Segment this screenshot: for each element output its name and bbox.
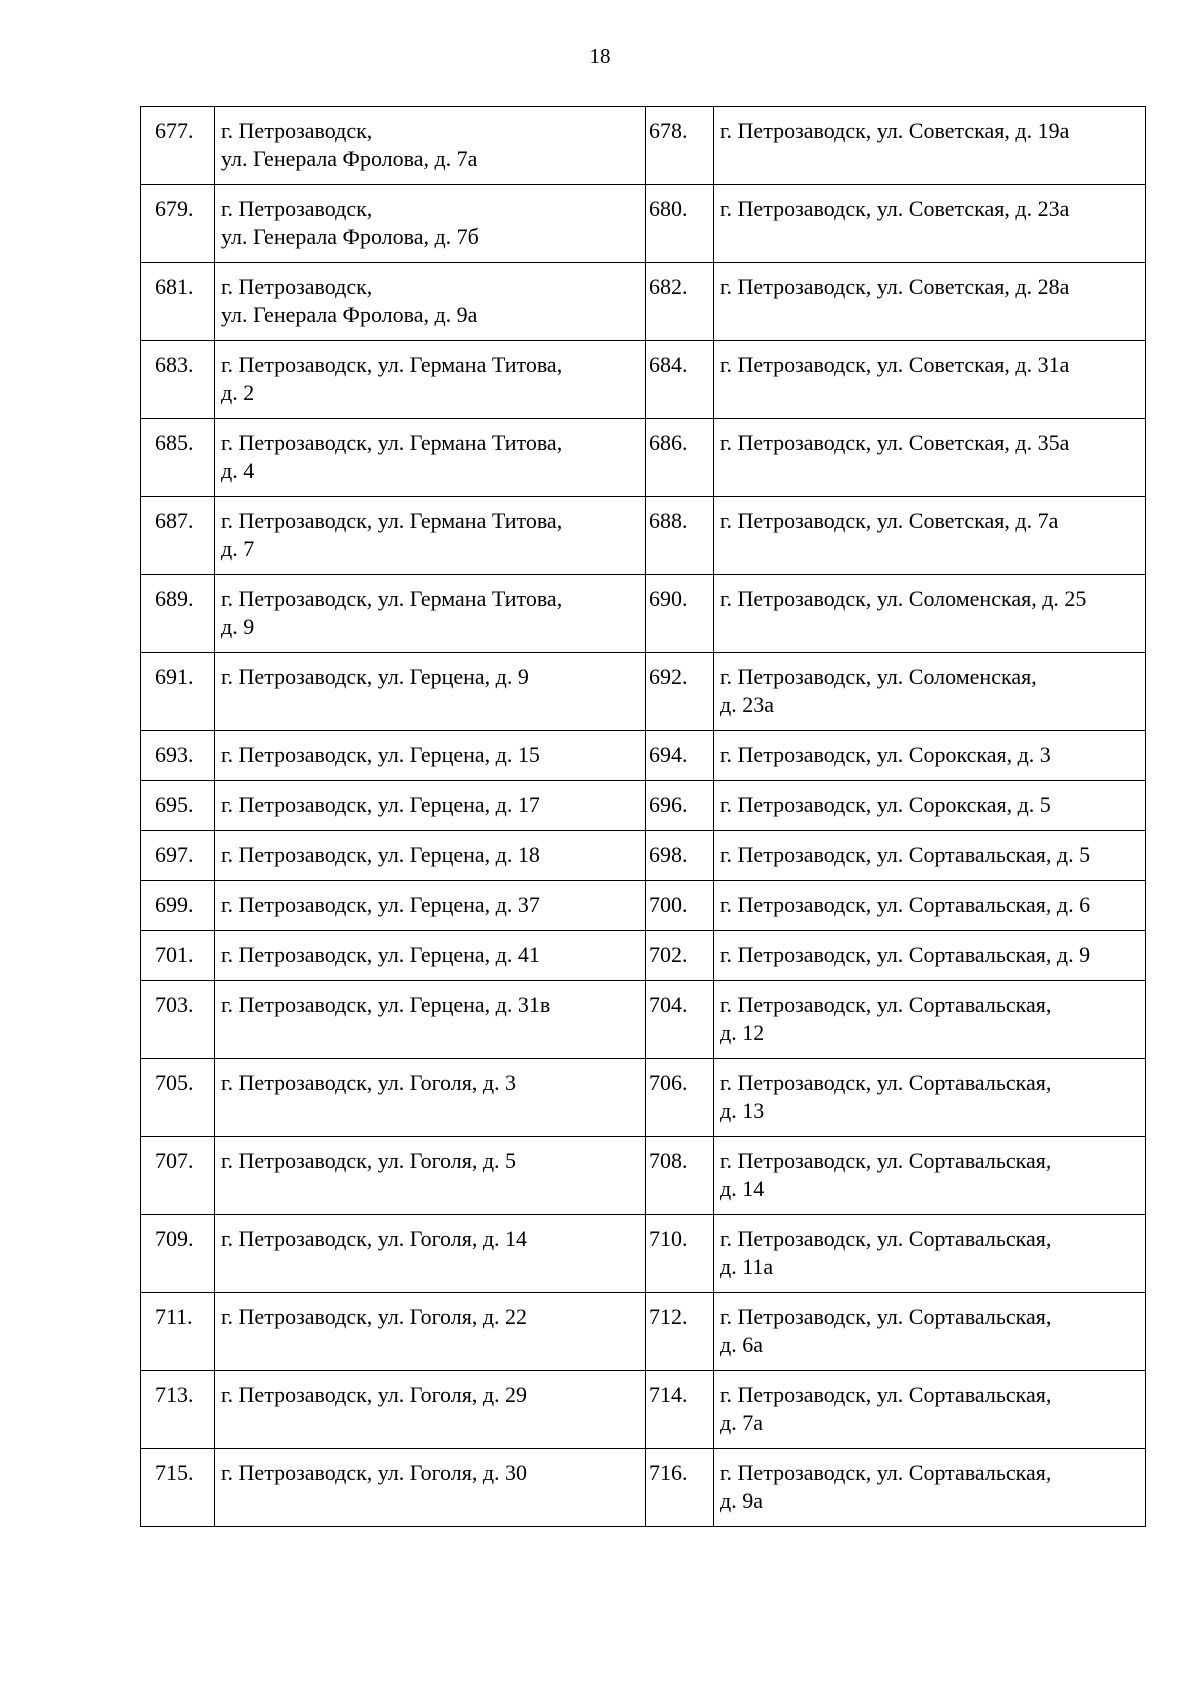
- entry-address: г. Петрозаводск, ул. Соломенская, д. 25: [714, 575, 1146, 653]
- entry-number: 703.: [141, 981, 215, 1059]
- entry-address: г. Петрозаводск, ул. Гоголя, д. 22: [215, 1293, 646, 1371]
- entry-address: г. Петрозаводск, ул. Германа Титова, д. 9: [215, 575, 646, 653]
- entry-address: г. Петрозаводск, ул. Сорокская, д. 5: [714, 781, 1146, 831]
- entry-address: г. Петрозаводск, ул. Сорокская, д. 3: [714, 731, 1146, 781]
- entry-address: г. Петрозаводск, ул. Германа Титова, д. 2: [215, 341, 646, 419]
- table-row: [141, 1449, 1146, 1527]
- address-table: [140, 106, 1146, 1527]
- entry-number: 677.: [141, 107, 215, 185]
- table-row: [141, 653, 1146, 731]
- entry-number: 705.: [141, 1059, 215, 1137]
- entry-number: 704.: [646, 981, 714, 1059]
- table-row: [141, 931, 1146, 981]
- entry-address: г. Петрозаводск, ул. Советская, д. 35а: [714, 419, 1146, 497]
- entry-number: 715.: [141, 1449, 215, 1527]
- entry-address: г. Петрозаводск, ул. Герцена, д. 17: [215, 781, 646, 831]
- entry-number: 696.: [646, 781, 714, 831]
- entry-number: 711.: [141, 1293, 215, 1371]
- entry-number: 689.: [141, 575, 215, 653]
- entry-address: г. Петрозаводск, ул. Сортавальская, д. 6а: [714, 1293, 1146, 1371]
- entry-number: 678.: [646, 107, 714, 185]
- entry-number: 702.: [646, 931, 714, 981]
- table-row: [141, 1137, 1146, 1215]
- entry-address: г. Петрозаводск, ул. Сортавальская, д. 6: [714, 881, 1146, 931]
- entry-number: 694.: [646, 731, 714, 781]
- entry-address: г. Петрозаводск, ул. Соломенская, д. 23а: [714, 653, 1146, 731]
- entry-address: г. Петрозаводск, ул. Сортавальская, д. 9а: [714, 1449, 1146, 1527]
- table-row: [141, 575, 1146, 653]
- entry-address: г. Петрозаводск, ул. Герцена, д. 9: [215, 653, 646, 731]
- entry-address: г. Петрозаводск, ул. Сортавальская, д. 13: [714, 1059, 1146, 1137]
- entry-address: г. Петрозаводск, ул. Сортавальская, д. 14: [714, 1137, 1146, 1215]
- entry-number: 690.: [646, 575, 714, 653]
- entry-address: г. Петрозаводск, ул. Гоголя, д. 29: [215, 1371, 646, 1449]
- entry-number: 713.: [141, 1371, 215, 1449]
- entry-address: г. Петрозаводск, ул. Германа Титова, д. 4: [215, 419, 646, 497]
- table-row: [141, 1059, 1146, 1137]
- table-row: [141, 497, 1146, 575]
- table-row: [141, 981, 1146, 1059]
- entry-number: 686.: [646, 419, 714, 497]
- entry-number: 691.: [141, 653, 215, 731]
- entry-number: 707.: [141, 1137, 215, 1215]
- entry-number: 684.: [646, 341, 714, 419]
- table-row: [141, 1371, 1146, 1449]
- entry-address: г. Петрозаводск, ул. Герцена, д. 37: [215, 881, 646, 931]
- entry-address: г. Петрозаводск, ул. Гоголя, д. 30: [215, 1449, 646, 1527]
- entry-number: 698.: [646, 831, 714, 881]
- entry-number: 714.: [646, 1371, 714, 1449]
- table-row: [141, 1293, 1146, 1371]
- table-row: [141, 731, 1146, 781]
- entry-number: 697.: [141, 831, 215, 881]
- entry-address: г. Петрозаводск, ул. Генерала Фролова, д. 7б: [215, 185, 646, 263]
- entry-number: 680.: [646, 185, 714, 263]
- table-row: [141, 185, 1146, 263]
- table-row: [141, 881, 1146, 931]
- entry-number: 712.: [646, 1293, 714, 1371]
- entry-address: г. Петрозаводск, ул. Гоголя, д. 14: [215, 1215, 646, 1293]
- page-number: 18: [589, 44, 611, 68]
- table-row: [141, 1215, 1146, 1293]
- entry-address: г. Петрозаводск, ул. Сортавальская, д. 7а: [714, 1371, 1146, 1449]
- entry-number: 708.: [646, 1137, 714, 1215]
- table-row: [141, 781, 1146, 831]
- entry-address: г. Петрозаводск, ул. Герцена, д. 31в: [215, 981, 646, 1059]
- table-row: [141, 341, 1146, 419]
- entry-address: г. Петрозаводск, ул. Герцена, д. 41: [215, 931, 646, 981]
- entry-address: г. Петрозаводск, ул. Герцена, д. 18: [215, 831, 646, 881]
- entry-number: 685.: [141, 419, 215, 497]
- entry-number: 681.: [141, 263, 215, 341]
- entry-address: г. Петрозаводск, ул. Сортавальская, д. 5: [714, 831, 1146, 881]
- entry-address: г. Петрозаводск, ул. Советская, д. 31а: [714, 341, 1146, 419]
- entry-number: 710.: [646, 1215, 714, 1293]
- entry-address: г. Петрозаводск, ул. Гоголя, д. 5: [215, 1137, 646, 1215]
- entry-address: г. Петрозаводск, ул. Генерала Фролова, д. 7а: [215, 107, 646, 185]
- entry-number: 709.: [141, 1215, 215, 1293]
- entry-address: г. Петрозаводск, ул. Советская, д. 23а: [714, 185, 1146, 263]
- entry-number: 679.: [141, 185, 215, 263]
- entry-number: 695.: [141, 781, 215, 831]
- entry-address: г. Петрозаводск, ул. Советская, д. 28а: [714, 263, 1146, 341]
- table-row: [141, 263, 1146, 341]
- entry-number: 692.: [646, 653, 714, 731]
- entry-number: 701.: [141, 931, 215, 981]
- table-row: [141, 831, 1146, 881]
- entry-address: г. Петрозаводск, ул. Германа Титова, д. 7: [215, 497, 646, 575]
- entry-number: 687.: [141, 497, 215, 575]
- entry-number: 683.: [141, 341, 215, 419]
- entry-address: г. Петрозаводск, ул. Гоголя, д. 3: [215, 1059, 646, 1137]
- entry-address: г. Петрозаводск, ул. Советская, д. 7а: [714, 497, 1146, 575]
- entry-number: 688.: [646, 497, 714, 575]
- entry-address: г. Петрозаводск, ул. Сортавальская, д. 11а: [714, 1215, 1146, 1293]
- entry-number: 699.: [141, 881, 215, 931]
- entry-number: 693.: [141, 731, 215, 781]
- entry-address: г. Петрозаводск, ул. Советская, д. 19а: [714, 107, 1146, 185]
- entry-address: г. Петрозаводск, ул. Сортавальская, д. 12: [714, 981, 1146, 1059]
- table-row: [141, 107, 1146, 185]
- entry-number: 682.: [646, 263, 714, 341]
- entry-address: г. Петрозаводск, ул. Сортавальская, д. 9: [714, 931, 1146, 981]
- entry-number: 706.: [646, 1059, 714, 1137]
- address-table-body: [141, 107, 1146, 1527]
- table-row: [141, 419, 1146, 497]
- entry-address: г. Петрозаводск, ул. Герцена, д. 15: [215, 731, 646, 781]
- entry-number: 716.: [646, 1449, 714, 1527]
- entry-address: г. Петрозаводск, ул. Генерала Фролова, д. 9а: [215, 263, 646, 341]
- entry-number: 700.: [646, 881, 714, 931]
